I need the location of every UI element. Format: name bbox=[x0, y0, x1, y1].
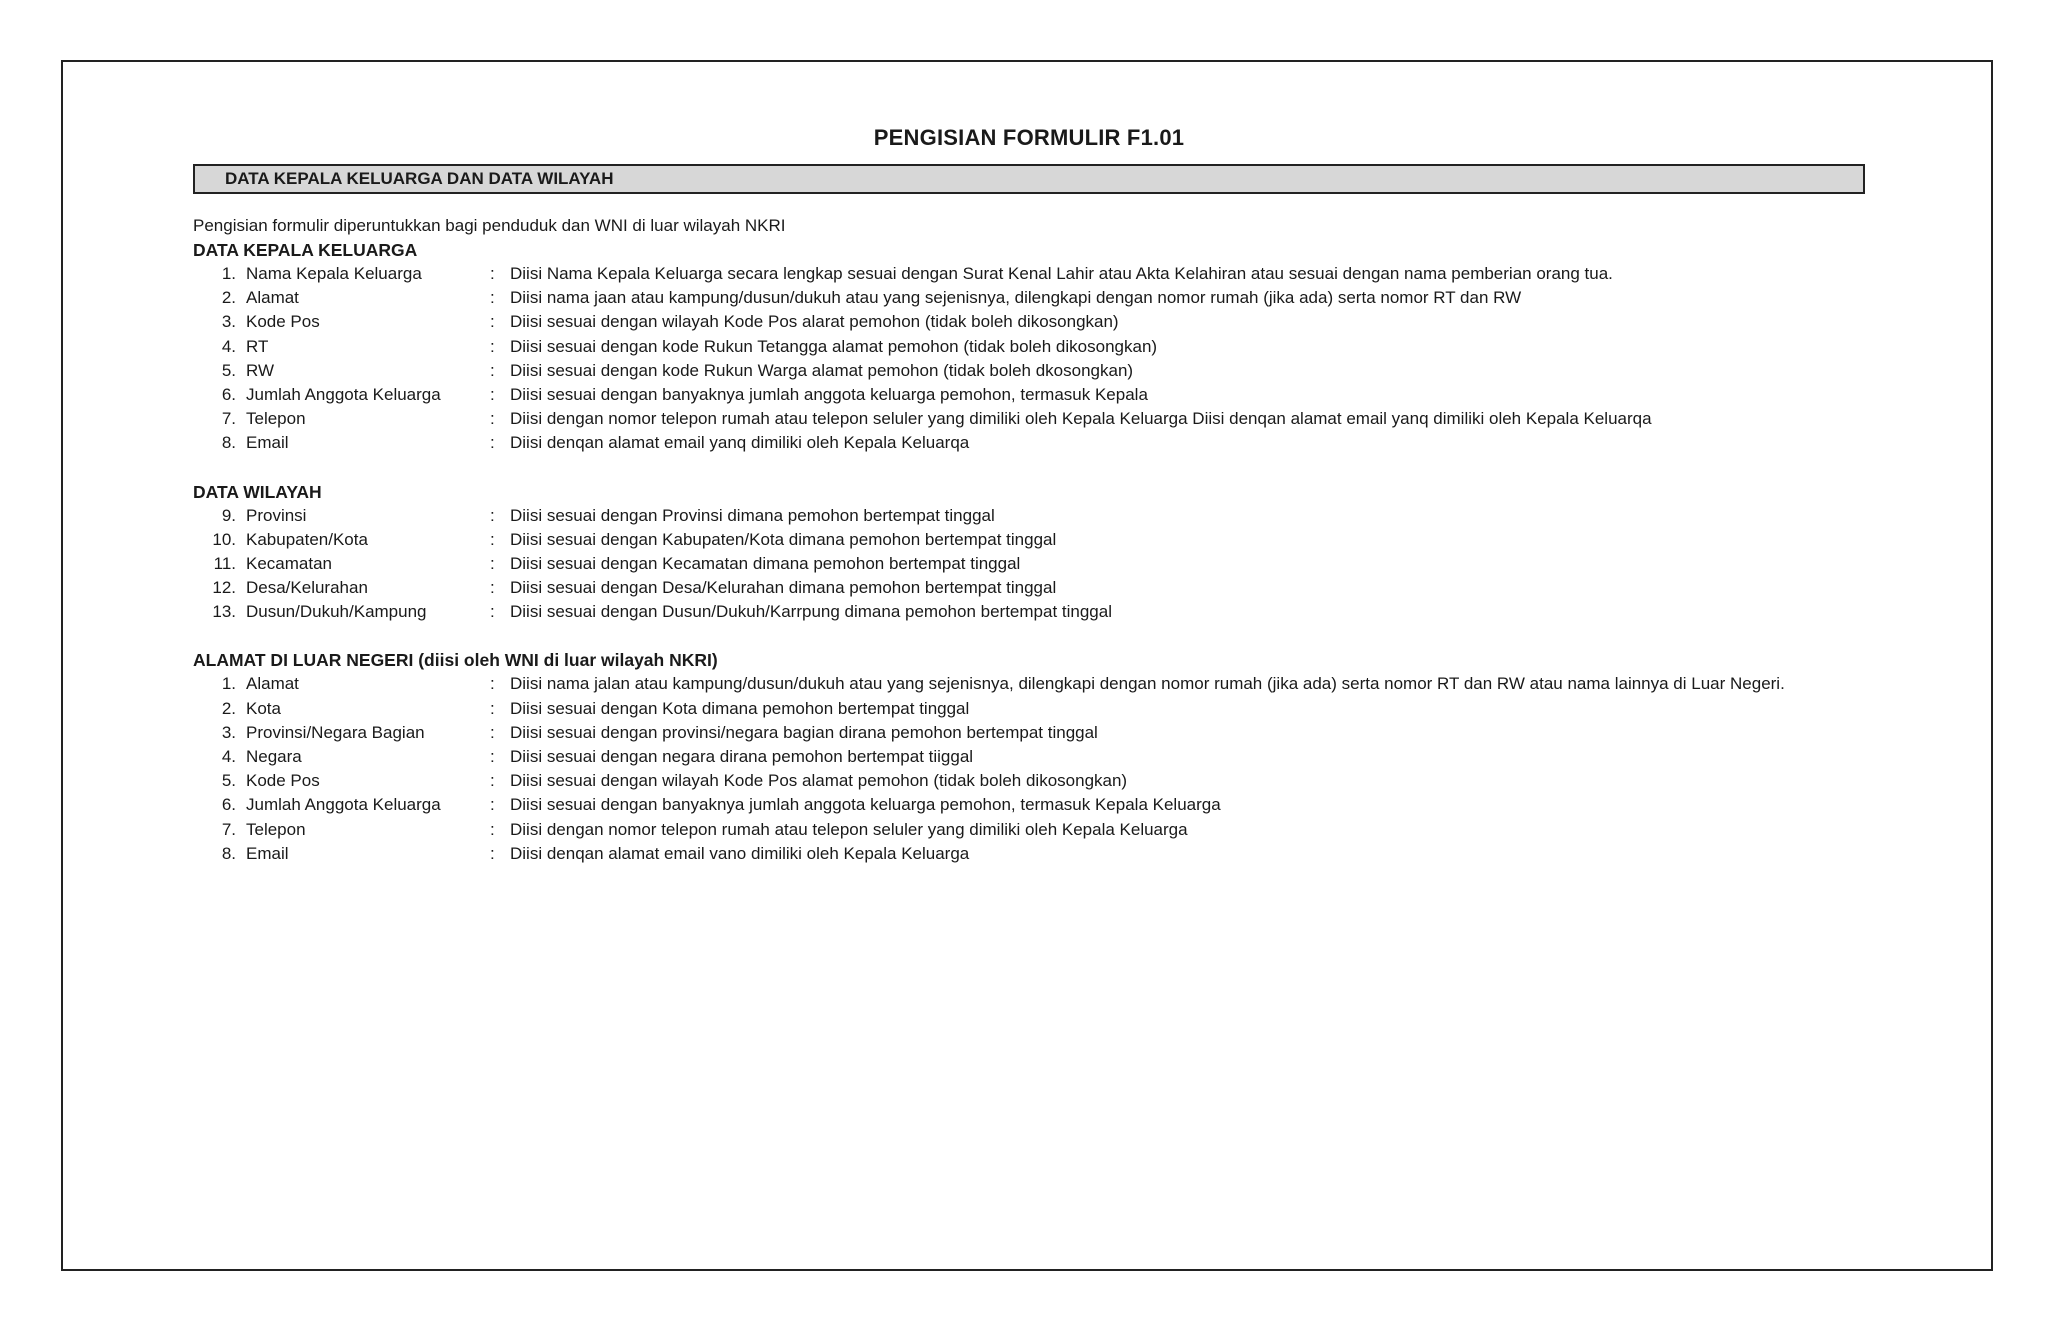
item-separator: : bbox=[490, 602, 495, 622]
item-separator: : bbox=[490, 674, 495, 694]
item-description: Diisi sesuai dengan Desa/Kelurahan dimana pemohon bertempat tinggal bbox=[510, 578, 1057, 598]
item-separator: : bbox=[490, 747, 495, 766]
list-item bbox=[193, 286, 1865, 310]
item-number: 1. bbox=[221, 264, 236, 283]
item-label: Jumlah Anggota Keluarga bbox=[246, 795, 441, 815]
item-separator: : bbox=[490, 433, 495, 453]
intro-text: Pengisian formulir diperuntukkan bagi penduduk dan WNI di luar wilayah NKRI bbox=[193, 216, 786, 235]
field-list bbox=[193, 504, 1865, 625]
group-kepala-keluarga bbox=[193, 238, 1865, 456]
item-number: 2. bbox=[221, 698, 236, 718]
item-separator: : bbox=[490, 795, 495, 815]
item-number: 2. bbox=[221, 288, 236, 308]
item-number: 1. bbox=[221, 674, 236, 694]
item-label: Desa/Kelurahan bbox=[246, 578, 368, 598]
list-item bbox=[193, 576, 1865, 600]
item-number: 7. bbox=[221, 819, 236, 839]
item-separator: : bbox=[490, 288, 495, 308]
item-label: Kode Pos bbox=[246, 312, 320, 332]
item-description: Diisi sesuai dengan wilayah Kode Pos alamat pemohon (tidak boleh dikosongkan) bbox=[510, 771, 1128, 791]
item-description: Diisi dengan nomor telepon rumah atau telepon seluler yang dimiliki oleh Kepala Keluarga bbox=[510, 819, 1188, 839]
item-separator: : bbox=[490, 360, 495, 380]
item-separator: : bbox=[490, 819, 495, 839]
item-separator: : bbox=[490, 553, 495, 573]
document-content bbox=[193, 124, 1865, 866]
item-separator: : bbox=[490, 264, 495, 283]
item-number: 3. bbox=[221, 722, 236, 742]
item-description: Diisi sesuai dengan kode Rukun Tetangga alamat pemohon (tidak boleh dikosongkan) bbox=[510, 336, 1158, 356]
item-number: 8. bbox=[221, 433, 236, 453]
item-label: RW bbox=[246, 360, 275, 380]
item-description: Diisi sesuai dengan Kabupaten/Kota dimana pemohon bertempat tinggal bbox=[510, 529, 1057, 549]
item-number: 6. bbox=[221, 795, 236, 815]
item-number: 4. bbox=[221, 336, 236, 356]
item-description: Diisi sesuai dengan Provinsi dimana pemohon bertempat tinggal bbox=[510, 505, 995, 525]
list-item bbox=[193, 721, 1865, 745]
list-item bbox=[193, 310, 1865, 334]
item-label: Email bbox=[246, 433, 289, 453]
item-separator: : bbox=[490, 529, 495, 549]
item-separator: : bbox=[490, 384, 495, 404]
item-number: 12. bbox=[212, 578, 236, 598]
item-description: Diisi sesuai dengan Kota dimana pemohon bertempat tinggal bbox=[510, 698, 970, 718]
item-separator: : bbox=[490, 336, 495, 356]
item-label: Provinsi/Negara Bagian bbox=[246, 722, 425, 742]
item-number: 4. bbox=[221, 747, 236, 766]
item-label: Jumlah Anggota Keluarga bbox=[246, 384, 441, 404]
item-label: Kode Pos bbox=[246, 771, 320, 791]
list-item bbox=[193, 359, 1865, 383]
item-number: 3. bbox=[221, 312, 236, 332]
group-alamat-luar-negeri bbox=[193, 648, 1865, 866]
item-label: Kabupaten/Kota bbox=[246, 529, 368, 549]
item-description: Diisi sesuai dengan kode Rukun Warga alamat pemohon (tidak boleh dkosongkan) bbox=[510, 360, 1134, 380]
item-number: 10. bbox=[212, 529, 236, 549]
item-number: 6. bbox=[221, 384, 236, 404]
field-list bbox=[193, 262, 1865, 456]
item-label: Provinsi bbox=[246, 505, 307, 525]
item-description: Diisi denqan alamat email vano dimiliki oleh Kepala Keluarga bbox=[510, 843, 970, 863]
item-number: 13. bbox=[212, 602, 236, 622]
item-description: Diisi denqan alamat email yanq dimiliki oleh Kepala Keluarqa bbox=[510, 433, 970, 453]
item-label: Alamat bbox=[246, 674, 299, 694]
item-description: Diisi sesuai dengan banyaknya jumlah anggota keluarga pemohon, termasuk Kepala bbox=[510, 384, 1148, 404]
list-item bbox=[193, 552, 1865, 576]
spacer bbox=[193, 456, 1865, 480]
group-data-wilayah bbox=[193, 480, 1865, 625]
item-number: 7. bbox=[221, 409, 236, 429]
item-number: 5. bbox=[221, 771, 236, 791]
item-label: Dusun/Dukuh/Kampung bbox=[246, 602, 427, 622]
list-item bbox=[193, 528, 1865, 552]
list-item bbox=[193, 697, 1865, 721]
list-item bbox=[193, 262, 1865, 286]
group-heading: ALAMAT DI LUAR NEGERI (diisi oleh WNI di luar wilayah NKRI) bbox=[193, 650, 718, 671]
list-item bbox=[193, 431, 1865, 455]
item-separator: : bbox=[490, 843, 495, 863]
list-item bbox=[193, 769, 1865, 793]
item-label: RT bbox=[246, 336, 269, 356]
item-label: Nama Kepala Keluarga bbox=[246, 264, 422, 283]
item-number: 9. bbox=[221, 505, 236, 525]
list-item bbox=[193, 407, 1865, 431]
item-separator: : bbox=[490, 698, 495, 718]
item-description: Diisi sesuai dengan wilayah Kode Pos alarat pemohon (tidak boleh dikosongkan) bbox=[510, 312, 1119, 332]
list-item bbox=[193, 745, 1865, 769]
item-description: Diisi sesuai dengan Dusun/Dukuh/Karrpung dimana pemohon bertempat tinggal bbox=[510, 602, 1112, 622]
item-number: 5. bbox=[221, 360, 236, 380]
item-label: Negara bbox=[246, 747, 302, 766]
list-item bbox=[193, 504, 1865, 528]
item-label: Alamat bbox=[246, 288, 299, 308]
group-heading: DATA KEPALA KELUARGA bbox=[193, 240, 418, 260]
list-item bbox=[193, 793, 1865, 817]
item-description: Diisi Nama Kepala Keluarga secara lengkap sesuai dengan Surat Kenal Lahir atau Akta Kelahiran atau sesuai dengan nama pemberian orang tua. bbox=[510, 264, 1613, 283]
item-description: Diisi nama jaan atau kampung/dusun/dukuh atau yang sejenisnya, dilengkapi dengan nomor rumah (jika ada) serta nomor RT dan RW bbox=[510, 288, 1522, 308]
item-description: Diisi sesuai dengan Kecamatan dimana pemohon bertempat tinggal bbox=[510, 553, 1021, 573]
list-item bbox=[193, 818, 1865, 842]
list-item bbox=[193, 383, 1865, 407]
field-list bbox=[193, 672, 1865, 866]
item-description: Diisi sesuai dengan banyaknya jumlah anggota keluarga pemohon, termasuk Kepala Keluarga bbox=[510, 795, 1221, 815]
spacer bbox=[193, 624, 1865, 648]
item-label: Telepon bbox=[246, 819, 306, 839]
item-description: Diisi sesuai dengan negara dirana pemohon bertempat tiiggal bbox=[510, 747, 974, 766]
item-label: Kota bbox=[246, 698, 281, 718]
item-separator: : bbox=[490, 409, 495, 429]
item-label: Telepon bbox=[246, 409, 306, 429]
item-label: Email bbox=[246, 843, 289, 863]
item-description: Diisi sesuai dengan provinsi/negara bagian dirana pemohon bertempat tinggal bbox=[510, 722, 1098, 742]
item-description: Diisi nama jalan atau kampung/dusun/dukuh atau yang sejenisnya, dilengkapi dengan nomor rumah (jika ada) serta nomor RT dan RW atau nama lainnya di Luar Negeri. bbox=[510, 674, 1785, 694]
page-title: PENGISIAN FORMULIR F1.01 bbox=[873, 125, 1185, 150]
section-band: DATA KEPALA KELUARGA DAN DATA WILAYAH bbox=[193, 164, 1865, 194]
item-number: 11. bbox=[213, 553, 236, 573]
item-label: Kecamatan bbox=[246, 553, 332, 573]
list-item bbox=[193, 842, 1865, 866]
item-separator: : bbox=[490, 505, 495, 525]
list-item bbox=[193, 335, 1865, 359]
item-separator: : bbox=[490, 312, 495, 332]
item-description: Diisi dengan nomor telepon rumah atau telepon seluler yang dimiliki oleh Kepala Keluarga Diisi denqan alamat email yanq dimiliki oleh Kepala Keluarqa bbox=[510, 409, 1652, 429]
item-separator: : bbox=[490, 578, 495, 598]
item-separator: : bbox=[490, 722, 495, 742]
group-heading: DATA WILAYAH bbox=[193, 481, 322, 502]
item-separator: : bbox=[490, 771, 495, 791]
list-item bbox=[193, 600, 1865, 624]
list-item bbox=[193, 672, 1865, 696]
item-number: 8. bbox=[221, 843, 236, 863]
